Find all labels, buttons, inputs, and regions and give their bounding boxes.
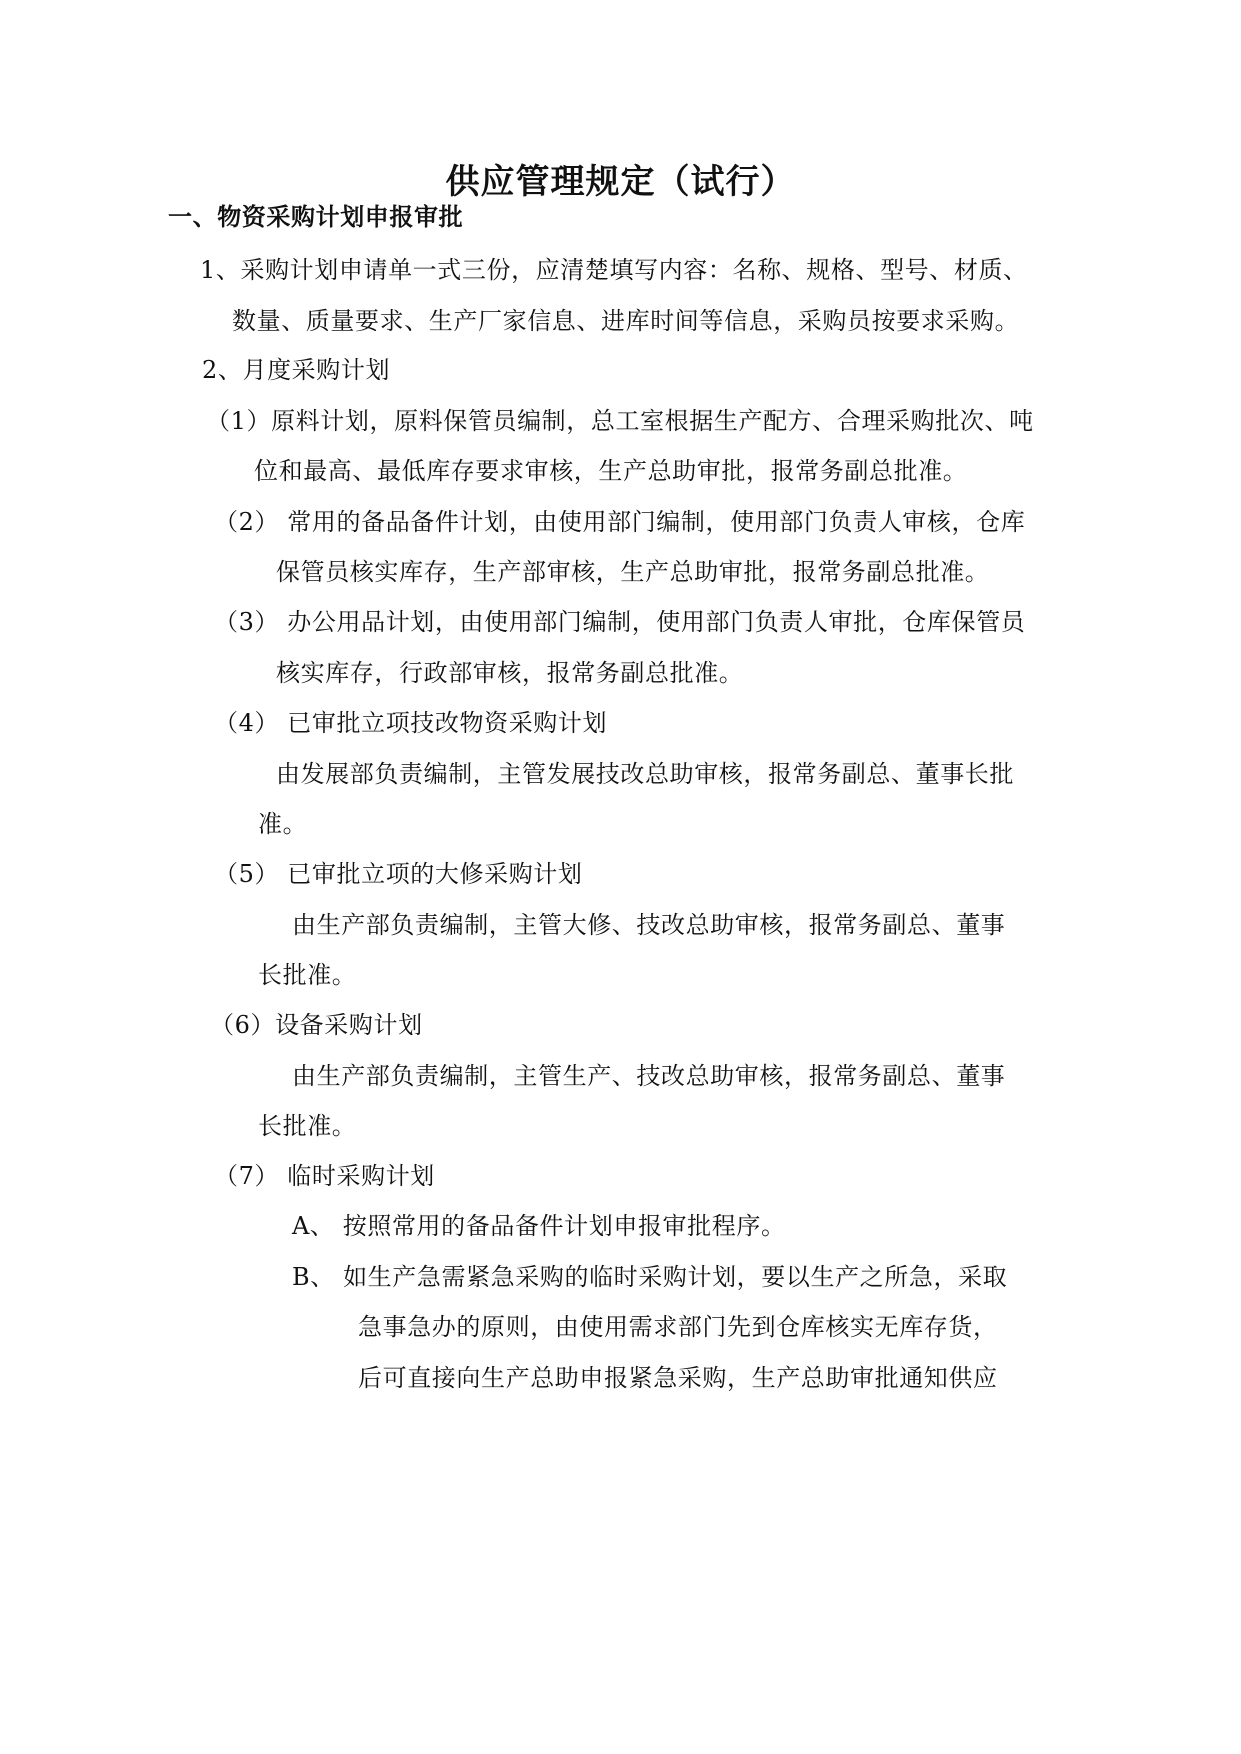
sub-7-item-b-line-1: B、 如生产急需紧急采购的临时采购计划，要以生产之所急，采取 [292,1263,1008,1291]
sub-1-line-2: 位和最高、最低库存要求审核，生产总助审批，报常务副总批准。 [254,457,968,485]
sub-5-line-2: 由生产部负责编制，主管大修、技改总助审核，报常务副总、董事 [292,911,1006,939]
sub-6-line-1: （6）设备采购计划 [210,1011,423,1039]
sub-2-line-1: （2） 常用的备品备件计划，由使用部门编制，使用部门负责人审核，仓库 [214,508,1026,536]
item-1-line-2: 数量、质量要求、生产厂家信息、进库时间等信息，采购员按要求采购。 [232,307,1020,335]
item-2-heading: 2、月度采购计划 [202,356,391,384]
sub-7-line-1: （7） 临时采购计划 [214,1162,435,1190]
sub-2-line-2: 保管员核实库存，生产部审核，生产总助审批，报常务副总批准。 [276,558,990,586]
sub-4-line-1: （4） 已审批立项技改物资采购计划 [214,709,608,737]
sub-6-line-2: 由生产部负责编制，主管生产、技改总助审核，报常务副总、董事 [292,1062,1006,1090]
item-1-line-1: 1、采购计划申请单一式三份，应清楚填写内容：名称、规格、型号、材质、 [200,256,1028,284]
sub-5-line-1: （5） 已审批立项的大修采购计划 [214,860,583,888]
sub-6-line-3: 长批准。 [258,1112,357,1140]
sub-7-item-b-line-2: 急事急办的原则，由使用需求部门先到仓库核实无库存货， [358,1313,998,1341]
sub-5-line-3: 长批准。 [258,961,357,989]
sub-7-item-a: A、 按照常用的备品备件计划申报审批程序。 [292,1212,786,1240]
sub-1-line-1: （1）原料计划，原料保管员编制，总工室根据生产配方、合理采购批次、吨 [206,407,1034,435]
page-title: 供应管理规定（试行） [445,162,796,202]
sub-3-line-1: （3） 办公用品计划，由使用部门编制，使用部门负责人审批，仓库保管员 [214,608,1026,636]
sub-4-line-2: 由发展部负责编制，主管发展技改总助审核，报常务副总、董事长批 [276,760,1014,788]
sub-7-item-b-line-3: 后可直接向生产总助申报紧急采购，生产总助审批通知供应 [358,1364,998,1392]
sub-3-line-2: 核实库存，行政部审核，报常务副总批准。 [276,659,744,687]
sub-4-line-3: 准。 [258,810,308,838]
section-heading: 一、物资采购计划申报审批 [168,202,464,231]
